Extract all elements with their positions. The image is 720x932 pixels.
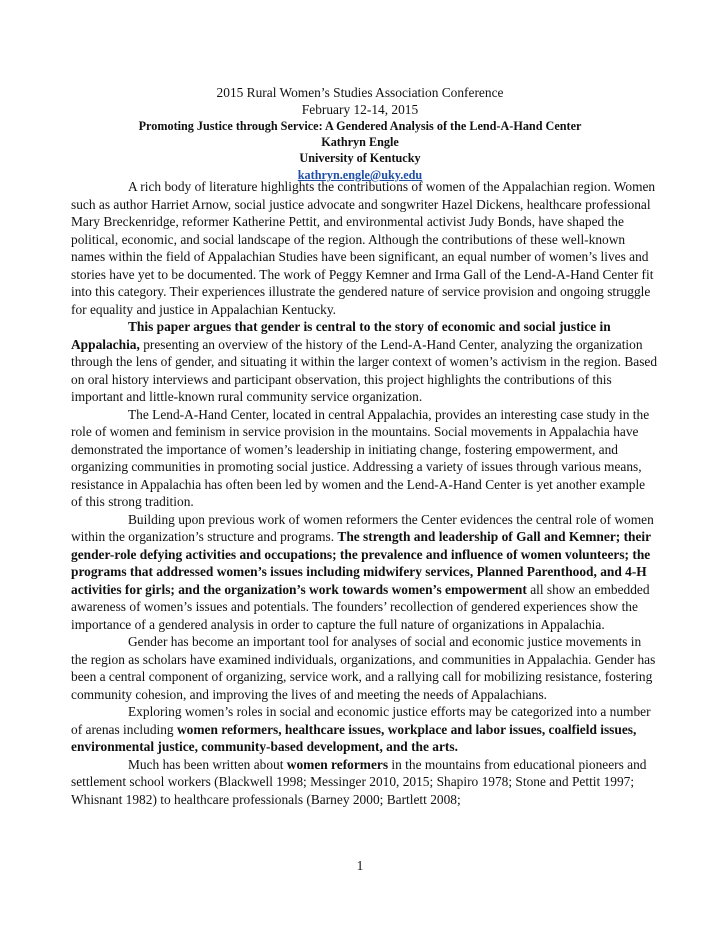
paragraph-4-text-start: Building upon previous work of women reformers the Center evidences the central role of women within the organization’s structure and programs. xyxy=(71,511,654,544)
paragraph-1: A rich body of literature highlights the contributions of women of the Appalachian region. Women such as author Harriet Arnow, social justice advocate and songwriter Hazel Dickens, healthcare professional Mary Breckenridge, reformer Katherine Pettit, and environmental activist Judy Bonds, have shaped the political, economic, and social landscape of the region. Although the contributions of these well-known names within the field of Appalachian Studies have been significant, an equal number of women’s lives and stories have yet to be documented. The work of Peggy Kemner and Irma Gall of the Lend-A-Hand Center fit into this category. Their experiences illustrate the gendered nature of service provision and ongoing struggle for equality and justice in Appalachian Kentucky. xyxy=(71,179,656,317)
paragraph-4-emphasis: The strength and leadership of Gall and Kemner; their gender-role defying activities and occupations; the prevalence and influence of women volunteers; the programs that addressed women’s issues including midwifery services, Planned Parenthood, and 4-H activities for girls; and the organization’s work towards women’s empowerment xyxy=(71,529,651,597)
paragraph-6 xyxy=(71,703,659,756)
paragraph-7-emphasis: women reformers xyxy=(286,756,389,772)
conference-name: 2015 Rural Women’s Studies Association Conference xyxy=(216,85,504,100)
page-number: 1 xyxy=(356,858,364,873)
paragraph-2-text: presenting an overview of the history of the Lend-A-Hand Center, analyzing the organization through the lens of gender, and situating it within the larger context of women’s activism in the region. Based on oral history interviews and participant observation, this project highlights the contributions of this important and little-known rural community service organization. xyxy=(71,336,658,404)
paragraph-2 xyxy=(71,318,659,406)
paragraph-7-text-start: Much has been written about xyxy=(128,756,287,772)
paragraph-2-thesis: This paper argues that gender is central to the story of economic and social justice in Appalachia, xyxy=(71,319,611,352)
paper-body xyxy=(71,178,659,808)
author-affiliation: University of Kentucky xyxy=(299,151,421,165)
paragraph-7 xyxy=(71,756,659,809)
paragraph-4 xyxy=(71,511,659,634)
paragraph-6-text-start: Exploring women’s roles in social and economic justice efforts may be categorized into a number of arenas including xyxy=(71,704,651,737)
paragraph-6-emphasis: women reformers, healthcare issues, workplace and labor issues, coalfield issues, environmental justice, community-based development, and the arts. xyxy=(71,721,637,754)
paper-header xyxy=(0,84,720,184)
paragraph-5: Gender has become an important tool for analyses of social and economic justice movements in the region as scholars have examined individuals, organizations, and communities in Appalachia. Gender has been a central component of organizing, service work, and a rallying call for mobilizing resistance, fostering community cohesion, and improving the lives of and meeting the needs of Appalachians. xyxy=(71,634,656,702)
paragraph-4-text-end: all show an embedded awareness of women’s issues and potentials. The founders’ recollection of gendered experiences show the importance of a gendered analysis in order to capture the full nature of organizations in Appalachia. xyxy=(71,581,650,632)
author-email-link[interactable]: kathryn.engle@uky.edu xyxy=(297,168,423,182)
paragraph-7-text-end: in the mountains from educational pioneers and settlement school workers (Blackwell 1998; Messinger 2010, 2015; Shapiro 1978; Stone and Pettit 1997; Whisnant 1982) to healthcare professionals (Barney 2000; Bartlett 2008; xyxy=(71,756,647,807)
author-name: Kathryn Engle xyxy=(321,135,399,149)
paragraph-3: The Lend-A-Hand Center, located in central Appalachia, provides an interesting case study in the role of women and feminism in service provision in the mountains. Social movements in Appalachia have demonstrated the importance of women’s leadership in initiating change, fostering empowerment, and organizing communities in promoting social justice. Addressing a variety of issues through various means, resistance in Appalachia has often been led by women and the Lend-A-Hand Center is yet another example of this strong tradition. xyxy=(71,406,650,509)
conference-dates: February 12-14, 2015 xyxy=(301,102,419,117)
paper-title: Promoting Justice through Service: A Gendered Analysis of the Lend-A-Hand Center xyxy=(138,119,582,133)
